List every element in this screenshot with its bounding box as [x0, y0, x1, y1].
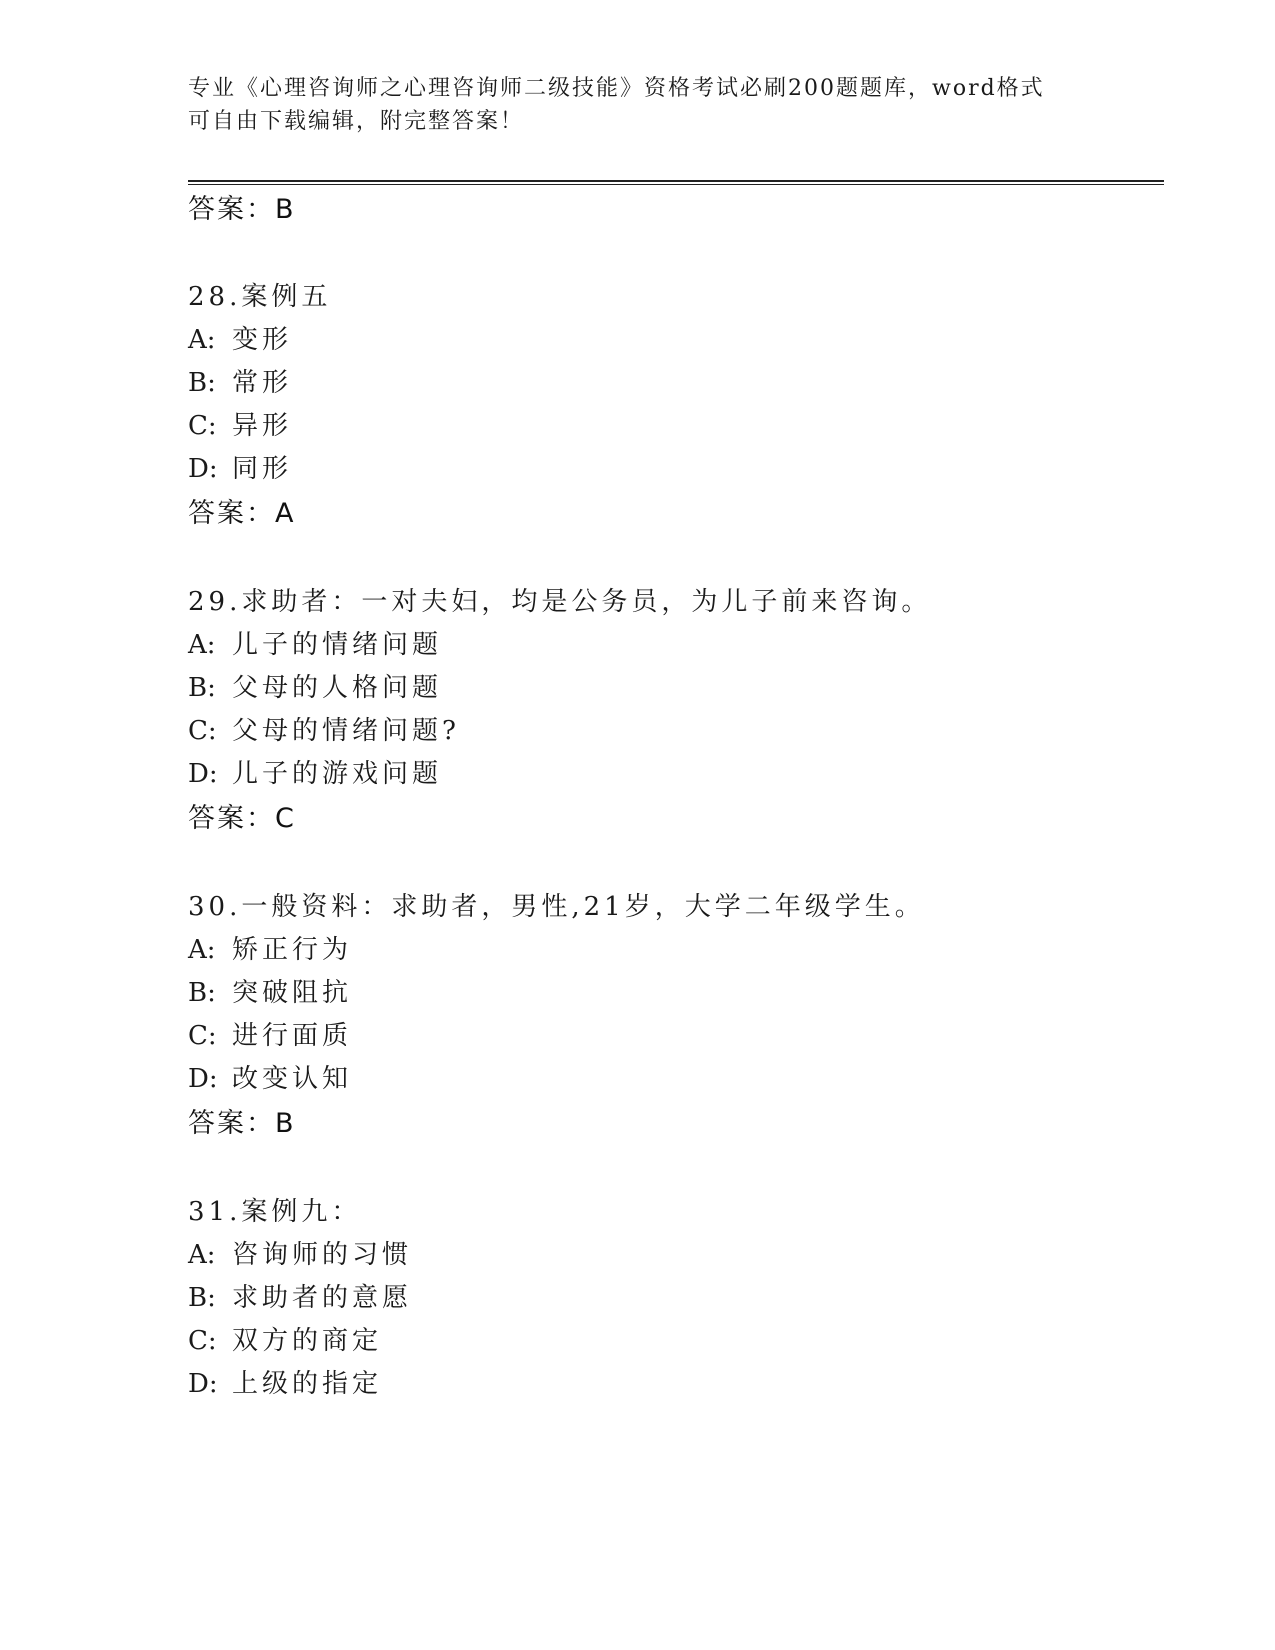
- header-line-1: 专业《心理咨询师之心理咨询师二级技能》资格考试必刷200题题库，word格式: [188, 76, 1045, 101]
- option-letter: C:: [188, 411, 217, 441]
- question-28-option-c: [188, 409, 292, 443]
- option-text: 异形: [232, 411, 293, 441]
- question-31-option-b: [188, 1281, 412, 1315]
- option-letter: D:: [188, 1064, 218, 1094]
- option-letter: B:: [188, 1283, 216, 1313]
- question-31-option-a: [188, 1238, 412, 1272]
- question-30-option-d: [188, 1062, 352, 1096]
- option-letter: A:: [188, 630, 216, 660]
- question-31-option-c: [188, 1324, 382, 1358]
- question-28-stem: 28.案例五: [188, 282, 332, 312]
- question-29-option-a: [188, 628, 442, 662]
- option-text: 上级的指定: [232, 1369, 383, 1399]
- option-text: 同形: [232, 454, 293, 484]
- option-letter: C:: [188, 716, 217, 746]
- question-30-option-c: [188, 1019, 352, 1053]
- option-text: 父母的情绪问题?: [232, 716, 460, 746]
- question-28-option-d: [188, 452, 292, 486]
- option-text: 双方的商定: [232, 1326, 383, 1356]
- option-text: 变形: [232, 325, 293, 355]
- option-text: 求助者的意愿: [232, 1283, 413, 1313]
- option-letter: D:: [188, 759, 218, 789]
- question-30-option-b: [188, 976, 352, 1010]
- option-text: 儿子的情绪问题: [232, 630, 443, 660]
- option-letter: B:: [188, 978, 216, 1008]
- question-28-option-b: [188, 366, 292, 400]
- question-29-option-b: [188, 671, 442, 705]
- question-29-stem: 29.求助者：一对夫妇，均是公务员，为儿子前来咨询。: [188, 587, 932, 617]
- option-letter: A:: [188, 325, 216, 355]
- option-letter: D:: [188, 1369, 218, 1399]
- option-text: 父母的人格问题: [232, 673, 443, 703]
- option-letter: C:: [188, 1326, 217, 1356]
- answer-q28: 答案：A: [188, 498, 296, 529]
- option-letter: D:: [188, 454, 218, 484]
- option-letter: B:: [188, 368, 216, 398]
- answer-q27: 答案：B: [188, 194, 296, 225]
- answer-q29: 答案：C: [188, 803, 296, 834]
- option-letter: C:: [188, 1021, 217, 1051]
- option-letter: B:: [188, 673, 216, 703]
- answer-q30: 答案：B: [188, 1108, 296, 1139]
- header-divider: [188, 180, 1164, 185]
- question-31-stem: 31.案例九：: [188, 1197, 362, 1227]
- header-line-2: 可自由下载编辑，附完整答案！: [188, 109, 525, 134]
- question-31-option-d: [188, 1367, 382, 1401]
- option-text: 进行面质: [232, 1021, 353, 1051]
- option-text: 改变认知: [232, 1064, 353, 1094]
- option-text: 儿子的游戏问题: [232, 759, 443, 789]
- question-30-stem: 30.一般资料：求助者，男性,21岁，大学二年级学生。: [188, 892, 925, 922]
- option-letter: A:: [188, 1240, 216, 1270]
- option-text: 矫正行为: [232, 935, 353, 965]
- option-text: 突破阻抗: [232, 978, 353, 1008]
- option-text: 常形: [232, 368, 293, 398]
- question-30-option-a: [188, 933, 352, 967]
- question-29-option-c: [188, 714, 460, 748]
- option-text: 咨询师的习惯: [232, 1240, 413, 1270]
- document-header: [188, 72, 1088, 138]
- question-29-option-d: [188, 757, 442, 791]
- question-28-option-a: [188, 323, 292, 357]
- option-letter: A:: [188, 935, 216, 965]
